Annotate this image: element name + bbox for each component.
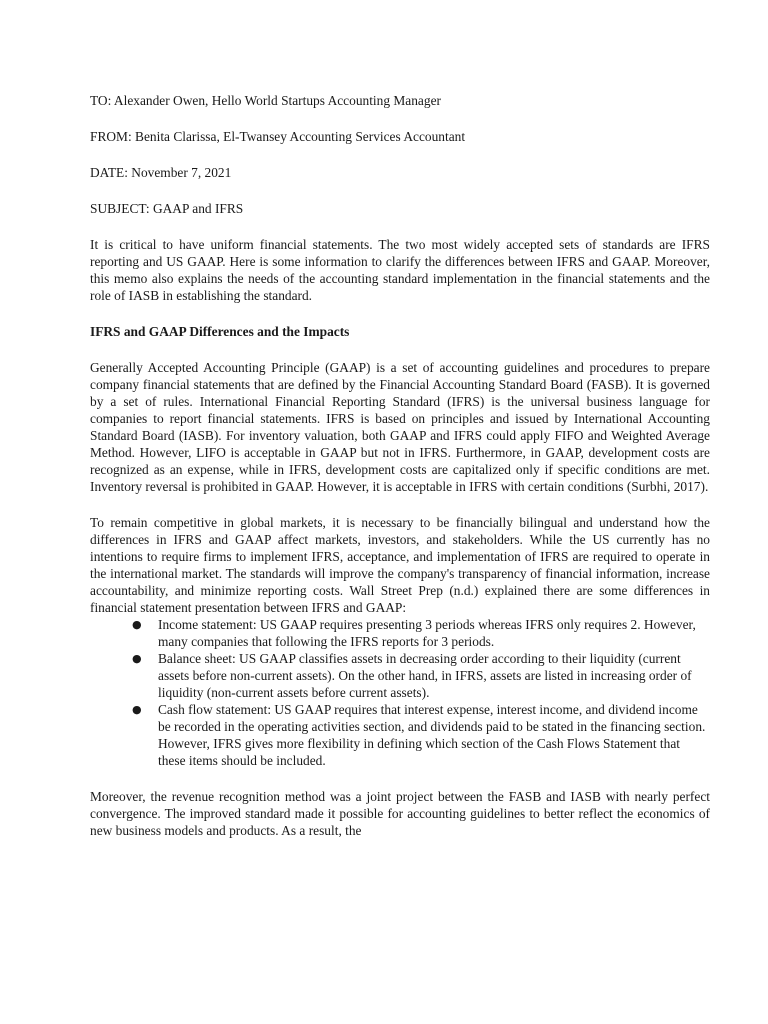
paragraph-revenue-recognition: Moreover, the revenue recognition method was a joint project between the FASB and IASB with nearly perfect convergence. The improved standard made it possible for accounting guidelines to better reflect the economics of new business models and products. As a result, the xyxy=(90,789,710,838)
memo-page xyxy=(90,92,710,839)
bullet-icon: ● xyxy=(132,618,142,631)
list-item xyxy=(90,616,710,650)
list-item-text: Balance sheet: US GAAP classifies assets in decreasing order according to their liquidity (current assets before non-current assets). On the other hand, in IFRS, assets are listed in increasing order of liquidity (non-current assets before current assets). xyxy=(158,651,692,700)
differences-list xyxy=(90,616,710,769)
bullet-icon: ● xyxy=(132,703,142,716)
paragraph-gaap-ifrs-definitions: Generally Accepted Accounting Principle (GAAP) is a set of accounting guidelines and procedures to prepare company financial statements that are defined by the Financial Accounting Standard Board (FASB). It is governed by a set of rules. International Financial Reporting Standard (IFRS) is the universal business language for companies to report financial statements. IFRS is based on principles and issued by International Accounting Standard Board (IASB). For inventory valuation, both GAAP and IFRS could apply FIFO and Weighted Average Method. However, LIFO is acceptable in GAAP but not in IFRS. Furthermore, in GAAP, development costs are recognized as an expense, while in IFRS, development costs are capitalized only if specific conditions are met. Inventory reversal is prohibited in GAAP. However, it is acceptable in IFRS with certain conditions (Surbhi, 2017). xyxy=(90,360,710,494)
paragraph-financial-bilingual: To remain competitive in global markets, it is necessary to be financially bilingual and understand how the differences in IFRS and GAAP affect markets, investors, and stakeholders. While the US currently has no intentions to require firms to implement IFRS, acceptance, and implementation of IFRS are required to operate in the international market. The standards will improve the company's transparency of financial information, increase accountability, and minimize reporting costs. Wall Street Prep (n.d.) explained there are some differences in financial statement presentation between IFRS and GAAP: xyxy=(90,515,710,615)
memo-date: DATE: November 7, 2021 xyxy=(90,165,232,180)
intro-paragraph: It is critical to have uniform financial statements. The two most widely accepted sets of standards are IFRS reporting and US GAAP. Here is some information to clarify the differences between IFRS and GAAP. Moreover, this memo also explains the needs of the accounting standard implementation in the financial statements and the role of IASB in establishing the standard. xyxy=(90,237,710,303)
list-item xyxy=(90,701,710,769)
section-heading: IFRS and GAAP Differences and the Impacts xyxy=(90,324,350,339)
memo-subject: SUBJECT: GAAP and IFRS xyxy=(90,201,244,216)
bullet-icon: ● xyxy=(132,652,142,665)
memo-to: TO: Alexander Owen, Hello World Startups Accounting Manager xyxy=(90,93,441,108)
list-item-text: Income statement: US GAAP requires presenting 3 periods whereas IFRS only requires 2. However, many companies that following the IFRS reports for 3 periods. xyxy=(158,617,696,649)
list-item xyxy=(90,650,710,701)
list-item-text: Cash flow statement: US GAAP requires that interest expense, interest income, and dividend income be recorded in the operating activities section, and dividends paid to be stated in the financing section. However, IFRS gives more flexibility in defining which section of the Cash Flows Statement that these items should be included. xyxy=(158,702,706,768)
memo-from: FROM: Benita Clarissa, El-Twansey Accounting Services Accountant xyxy=(90,129,466,144)
